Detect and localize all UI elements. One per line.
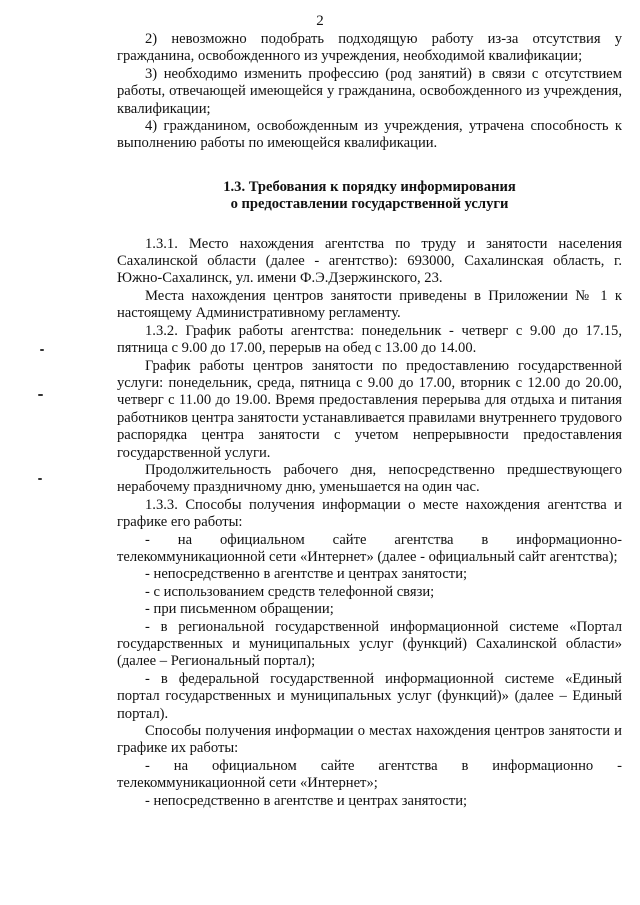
list-item: - с использованием средств телефонной связи;: [145, 583, 435, 600]
list-item: - на официальном сайте агентства в информационно - телекоммуникационной сети «Интернет»;: [117, 757, 622, 792]
page-number: 2: [316, 13, 324, 29]
paragraph-1-3-3: 1.3.3. Способы получения информации о месте нахождения агентства и графике его работы:: [117, 496, 622, 531]
list-item: - непосредственно в агентстве и центрах занятости;: [145, 566, 468, 583]
paragraph-centers-schedule: График работы центров занятости по предоставлению государственной услуги: понедельник, среда, пятница с 9.00 до 17.00, вторник с 12.00 до 20.00, четверг с 11.00 до 19.00. Время предоставления перерыва для отдыха и питания работников центра занятости устанавливается правилами внутреннего трудового распорядка центра занятости с учетом непрерывности предоставления государственной услуги.: [117, 357, 622, 461]
section-heading-line2: о предоставлении государственной услуги: [230, 196, 509, 213]
paragraph-1-3-2: 1.3.2. График работы агентства: понедельник - четверг с 9.00 до 17.15, пятница с 9.00 до 17.00, перерыв на обед с 13.00 до 14.00.: [117, 322, 622, 357]
list-item: - на официальном сайте агентства в информационно-телекоммуникационной сети «Интернет» (далее - официальный сайт агентства);: [117, 531, 622, 565]
list-item: - в региональной государственной информационной системе «Портал государственных и муниципальных услуг (функций) Сахалинской области» (далее – Региональный портал);: [117, 618, 622, 670]
section-heading-line1: 1.3. Требования к порядку информирования: [223, 178, 516, 195]
list-item: 4) гражданином, освобожденным из учреждения, утрачена способность к выполнению работы по имеющейся квалификации.: [117, 118, 622, 152]
paragraph-holiday-hours: Продолжительность рабочего дня, непосредственно предшествующего нерабочему праздничному дню, уменьшается на один час.: [117, 461, 622, 496]
list-item: - при письменном обращении;: [145, 601, 334, 618]
scan-mark: [38, 478, 42, 480]
document-body: [117, 31, 622, 810]
list-item: 3) необходимо изменить профессию (род занятий) в связи с отсутствием работы, отвечающей имеющейся у гражданина, освобожденного из учреждения, квалификации;: [117, 65, 622, 117]
paragraph-1-3-1: 1.3.1. Место нахождения агентства по труду и занятости населения Сахалинской области (далее - агентство): 693000, Сахалинская область, г. Южно-Сахалинск, ул. имени Ф.Э.Дзержинского, 23.: [117, 235, 622, 287]
list-item: - непосредственно в агентстве и центрах занятости;: [145, 792, 468, 809]
list-item: 2) невозможно подобрать подходящую работу из-за отсутствия у гражданина, освобожденного из учреждения, необходимой квалификации;: [117, 31, 622, 65]
scan-mark: [40, 349, 44, 351]
paragraph-centers-info: Способы получения информации о местах нахождения центров занятости и графике их работы:: [117, 723, 622, 757]
paragraph-centers-location: Места нахождения центров занятости приведены в Приложении № 1 к настоящему Административному регламенту.: [117, 287, 622, 322]
list-item: - в федеральной государственной информационной системе «Единый портал государственных и муниципальных услуг (функций)» (далее – Единый портал).: [117, 670, 622, 722]
scan-mark: [38, 394, 43, 396]
